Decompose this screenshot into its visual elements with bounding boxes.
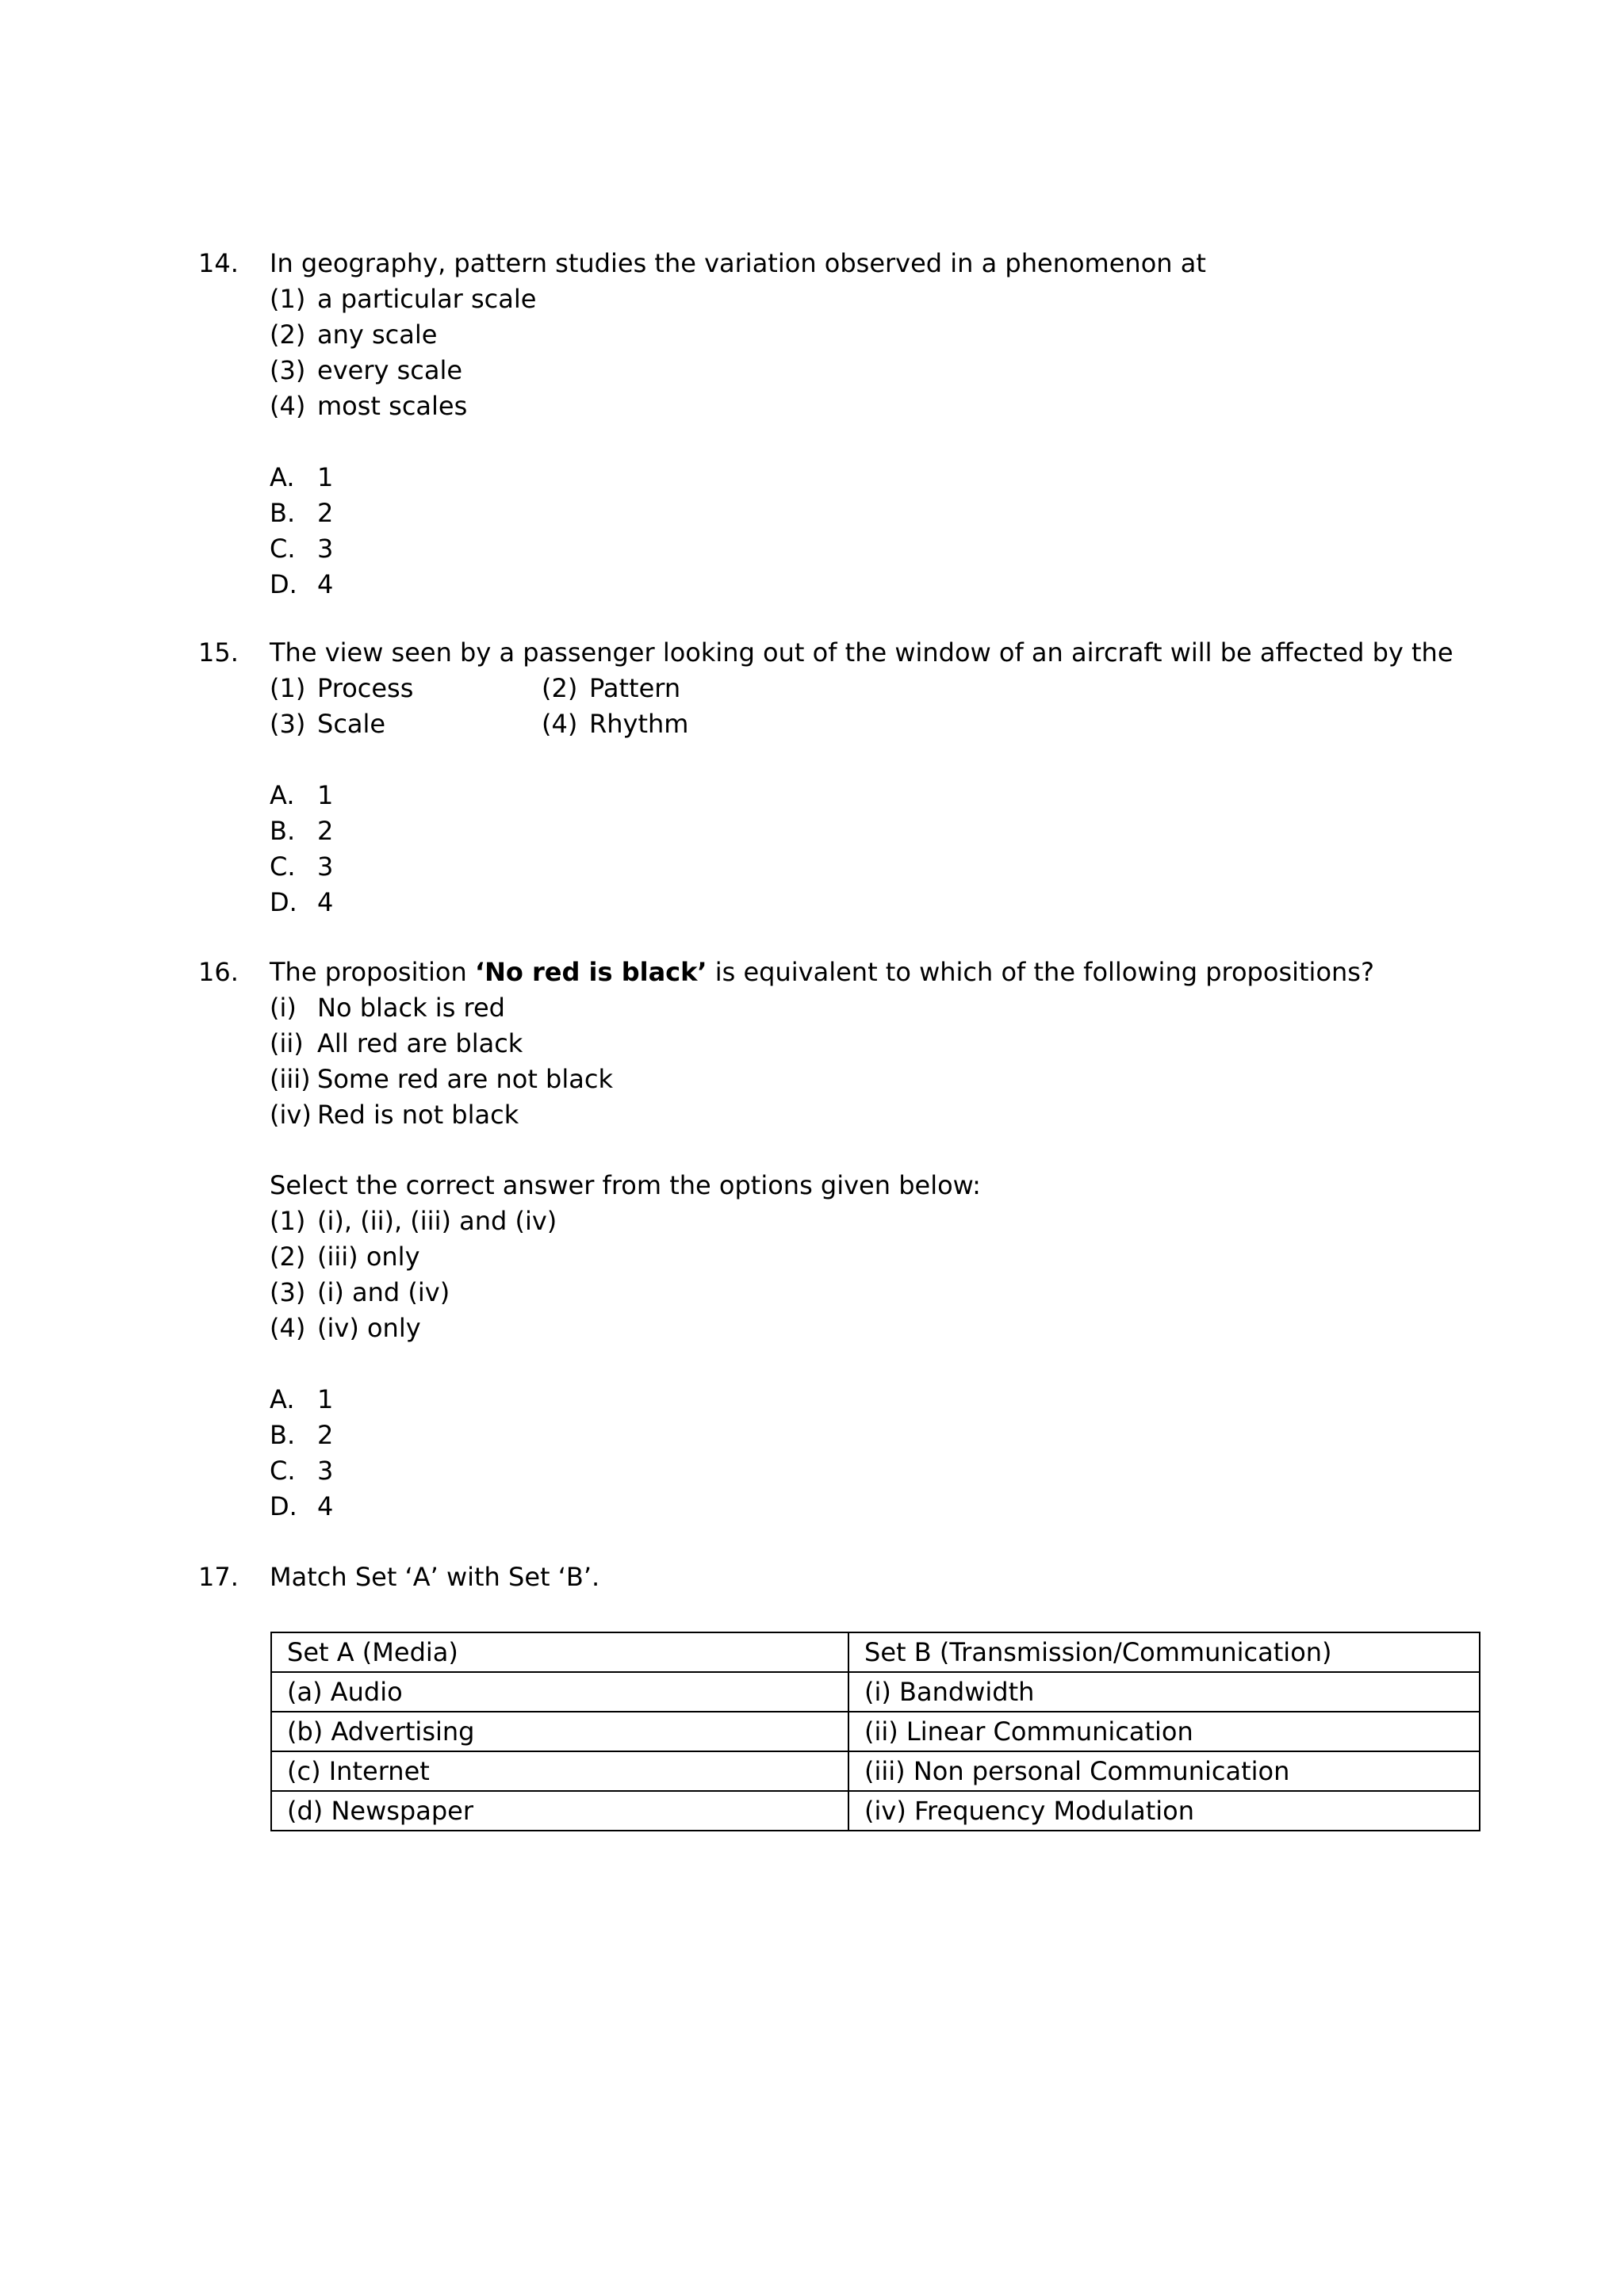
option-text: Scale	[317, 709, 386, 739]
answer-letter: C.	[270, 851, 296, 882]
answer-letter: A.	[270, 462, 295, 492]
answer-value: 1	[317, 780, 334, 810]
answer-value: 2	[317, 498, 334, 528]
option-text: (i), (ii), (iii) and (iv)	[317, 1206, 557, 1236]
option-mark: (2)	[270, 1242, 306, 1272]
answer-letter: C.	[270, 1456, 296, 1486]
option-text: (i) and (iv)	[317, 1277, 450, 1307]
answer-letter: D.	[270, 887, 297, 917]
option-mark: (1)	[270, 284, 306, 314]
answer-value: 1	[317, 1384, 334, 1414]
statement-mark: (iv)	[270, 1100, 312, 1130]
statement-text: Red is not black	[317, 1100, 519, 1130]
answer-value: 4	[317, 569, 334, 599]
answer-letter: B.	[270, 1420, 296, 1450]
table-cell: (i) Bandwidth	[848, 1672, 1480, 1712]
question-number: 14.	[198, 248, 239, 278]
answer-value: 2	[317, 816, 334, 846]
question-number: 17.	[198, 1562, 239, 1592]
option-mark: (4)	[270, 391, 306, 421]
answer-value: 3	[317, 1456, 334, 1486]
answer-value: 4	[317, 887, 334, 917]
table-header-cell: Set A (Media)	[271, 1632, 848, 1672]
table-cell: (a) Audio	[271, 1672, 848, 1712]
table-cell: (iii) Non personal Communication	[848, 1751, 1480, 1791]
question-number: 15.	[198, 637, 239, 668]
option-text: Process	[317, 673, 414, 703]
answer-value: 4	[317, 1491, 334, 1521]
answer-letter: C.	[270, 534, 296, 564]
option-mark: (4)	[270, 1313, 306, 1343]
instruction-text: Select the correct answer from the options given below:	[270, 1170, 981, 1200]
question-text: Match Set ‘A’ with Set ‘B’.	[270, 1562, 600, 1592]
option-text: a particular scale	[317, 284, 537, 314]
option-mark: (1)	[270, 673, 306, 703]
option-mark: (3)	[270, 1277, 306, 1307]
statement-text: Some red are not black	[317, 1064, 613, 1094]
answer-letter: A.	[270, 780, 295, 810]
match-table	[270, 1632, 1480, 1831]
option-mark: (4)	[542, 709, 578, 739]
statement-text: No black is red	[317, 993, 505, 1023]
answer-letter: D.	[270, 569, 297, 599]
option-mark: (3)	[270, 355, 306, 385]
table-cell: (c) Internet	[271, 1751, 848, 1791]
table-cell: (ii) Linear Communication	[848, 1712, 1480, 1751]
table-cell: (iv) Frequency Modulation	[848, 1791, 1480, 1831]
option-text: every scale	[317, 355, 463, 385]
question-number: 16.	[198, 957, 239, 987]
answer-letter: A.	[270, 1384, 295, 1414]
table-cell: (d) Newspaper	[271, 1791, 848, 1831]
question-text: In geography, pattern studies the variation observed in a phenomenon at	[270, 248, 1206, 278]
option-mark: (2)	[542, 673, 578, 703]
question-text: The view seen by a passenger looking out of the window of an aircraft will be affected by the	[270, 637, 1454, 668]
statement-text: All red are black	[317, 1028, 523, 1058]
statement-mark: (ii)	[270, 1028, 304, 1058]
statement-mark: (i)	[270, 993, 297, 1023]
answer-letter: B.	[270, 816, 296, 846]
table-cell: (b) Advertising	[271, 1712, 848, 1751]
option-text: Pattern	[589, 673, 681, 703]
option-text: (iv) only	[317, 1313, 421, 1343]
answer-letter: D.	[270, 1491, 297, 1521]
table-header-row	[271, 1632, 1480, 1672]
statement-mark: (iii)	[270, 1064, 311, 1094]
option-text: most scales	[317, 391, 468, 421]
answer-value: 1	[317, 462, 334, 492]
answer-value: 3	[317, 851, 334, 882]
question-text-before: The proposition	[270, 957, 475, 987]
table-row	[271, 1791, 1480, 1831]
option-mark: (3)	[270, 709, 306, 739]
table-row	[271, 1751, 1480, 1791]
option-text: (iii) only	[317, 1242, 420, 1272]
question-text-bold: ‘No red is black’	[474, 957, 707, 987]
table-header-cell: Set B (Transmission/Communication)	[848, 1632, 1480, 1672]
question-text-after: is equivalent to which of the following propositions?	[707, 957, 1374, 987]
table-row	[271, 1672, 1480, 1712]
option-mark: (1)	[270, 1206, 306, 1236]
answer-value: 3	[317, 534, 334, 564]
option-mark: (2)	[270, 320, 306, 350]
option-text: Rhythm	[589, 709, 689, 739]
answer-value: 2	[317, 1420, 334, 1450]
option-text: any scale	[317, 320, 438, 350]
table-row	[271, 1712, 1480, 1751]
question-text	[270, 959, 1374, 985]
answer-letter: B.	[270, 498, 296, 528]
